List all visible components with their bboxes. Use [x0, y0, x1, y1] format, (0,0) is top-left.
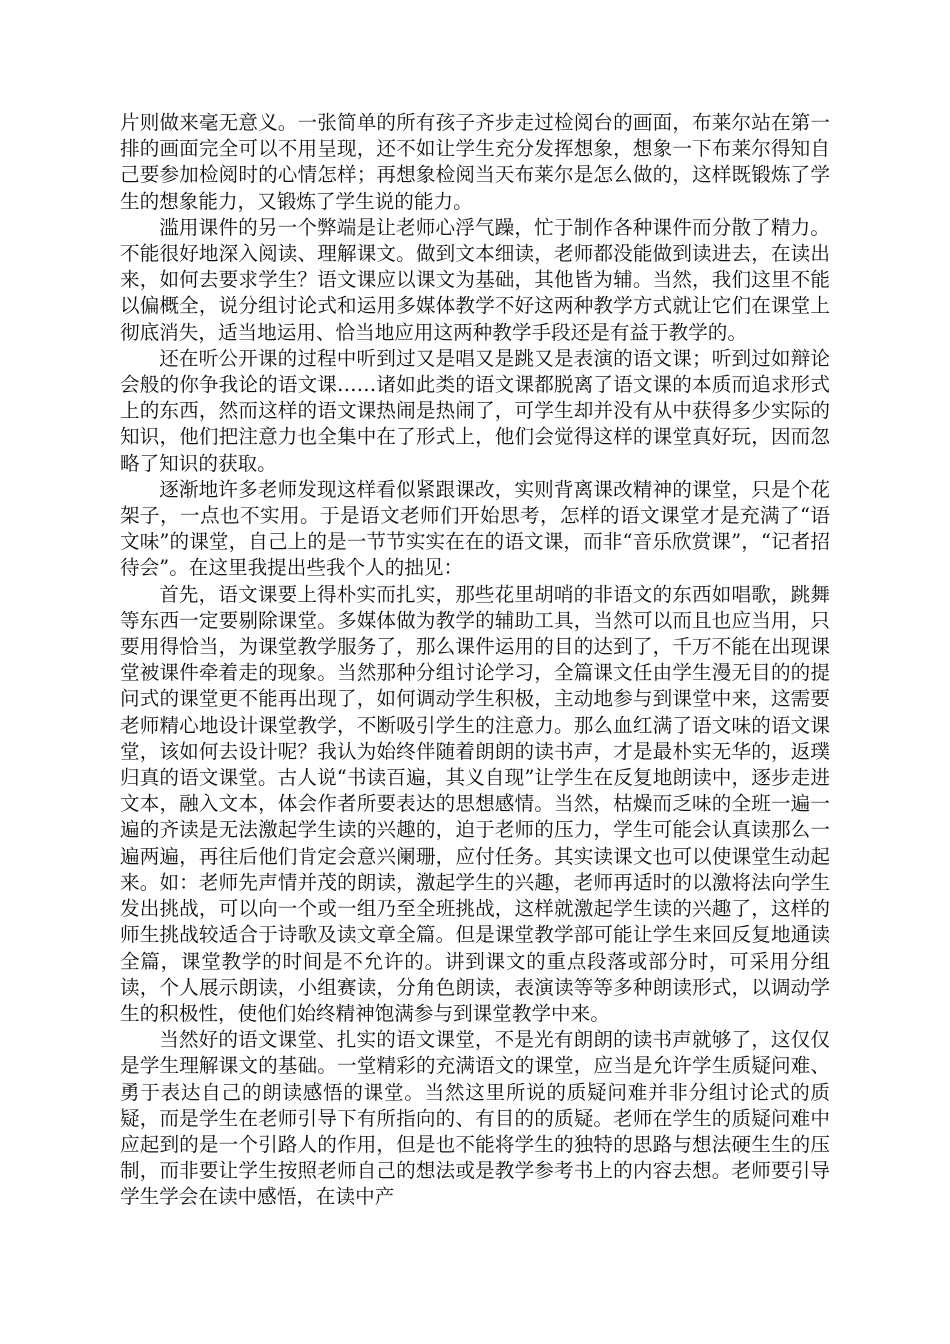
paragraph-2: 滥用课件的另一个弊端是让老师心浮气躁，忙于制作各种课件而分散了精力。不能很好地深入阅读、理解课文。做到文本细读，老师都没能做到读进去，在读出来，如何去要求学生？语文课应以课文为基础，其他皆为辅。当然，我们这里不能以偏概全，说分组讨论式和运用多媒体教学不好这两种教学方式就让它们在课堂上彻底消失，适当地运用、恰当地应用这两种教学手段还是有益于教学的。	[120, 215, 830, 344]
paragraph-1: 片则做来毫无意义。一张简单的所有孩子齐步走过检阅台的画面，布莱尔站在第一排的画面完全可以不用呈现，还不如让学生充分发挥想象，想象一下布莱尔得知自己要参加检阅时的心情怎样；再想象检阅当天布莱尔是怎么做的，这样既锻炼了学生的想象能力，又锻炼了学生说的能力。	[120, 111, 830, 213]
paragraph-6: 当然好的语文课堂、扎实的语文课堂，不是光有朗朗的读书声就够了，这仅仅是学生理解课文的基础。一堂精彩的充满语文的课堂，应当是允许学生质疑问难、勇于表达自己的朗读感悟的课堂。当然这里所说的质疑问难并非分组讨论式的质疑，而是学生在老师引导下有所指向的、有目的的质疑。老师在学生的质疑问难中应起到的是一个引路人的作用，但是也不能将学生的独特的思路与想法硬生生的压制，而非要让学生按照老师自己的想法或是教学参考书上的内容去想。老师要引导学生学会在读中感悟，在读中产	[120, 1028, 830, 1209]
document-page	[120, 110, 830, 1211]
paragraph-3: 还在听公开课的过程中听到过又是唱又是跳又是表演的语文课；听到过如辩论会般的你争我论的语文课……诸如此类的语文课都脱离了语文课的本质而追求形式上的东西，然而这样的语文课热闹是热闹了，可学生却并没有从中获得多少实际的知识，他们把注意力也全集中在了形式上，他们会觉得这样的课堂真好玩，因而忽略了知识的获取。	[120, 346, 830, 475]
paragraph-5: 首先，语文课要上得朴实而扎实，那些花里胡哨的非语文的东西如唱歌，跳舞等东西一定要剔除课堂。多媒体做为教学的辅助工具，当然可以而且也应当用，只要用得恰当，为课堂教学服务了，那么课件运用的目的达到了，千万不能在出现课堂被课件牵着走的现象。当然那种分组讨论学习，全篇课文任由学生漫无目的的提问式的课堂更不能再出现了，如何调动学生积极，主动地参与到课堂中来，这需要老师精心地设计课堂教学，不断吸引学生的注意力。那么血红满了语文味的语文课堂，该如何去设计呢？我认为始终伴随着朗朗的读书声，才是最朴实无华的，返璞归真的语文课堂。古人说“书读百遍，其义自现”让学生在反复地朗读中，逐步走进文本，融入文本，体会作者所要表达的思想感情。当然，枯燥而乏味的全班一遍一遍的齐读是无法激起学生读的兴趣的，迫于老师的压力，学生可能会认真读那么一遍两遍，再往后他们肯定会意兴阑珊，应付任务。其实读课文也可以使课堂生动起来。如：老师先声情并茂的朗读，激起学生的兴趣，老师再适时的以激将法向学生发出挑战，可以向一个或一组乃至全班挑战，这样就激起学生读的兴趣了，这样的师生挑战较适合于诗歌及读文章全篇。但是课堂教学部可能让学生来回反复地通读全篇，课堂教学的时间是不允许的。讲到课文的重点段落或部分时，可采用分组读，个人展示朗读，小组赛读，分角色朗读，表演读等等多种朗读形式，以调动学生的积极性，使他们始终精神饱满参与到课堂教学中来。	[120, 582, 830, 1025]
paragraph-4: 逐渐地许多老师发现这样看似紧跟课改，实则背离课改精神的课堂，只是个花架子，一点也不实用。于是语文老师们开始思考，怎样的语文课堂才是充满了“语文味”的课堂，自己上的是一节节实实在在的语文课，而非“音乐欣赏课”，“记者招待会”。在这里我提出些我个人的拙见：	[120, 477, 830, 580]
